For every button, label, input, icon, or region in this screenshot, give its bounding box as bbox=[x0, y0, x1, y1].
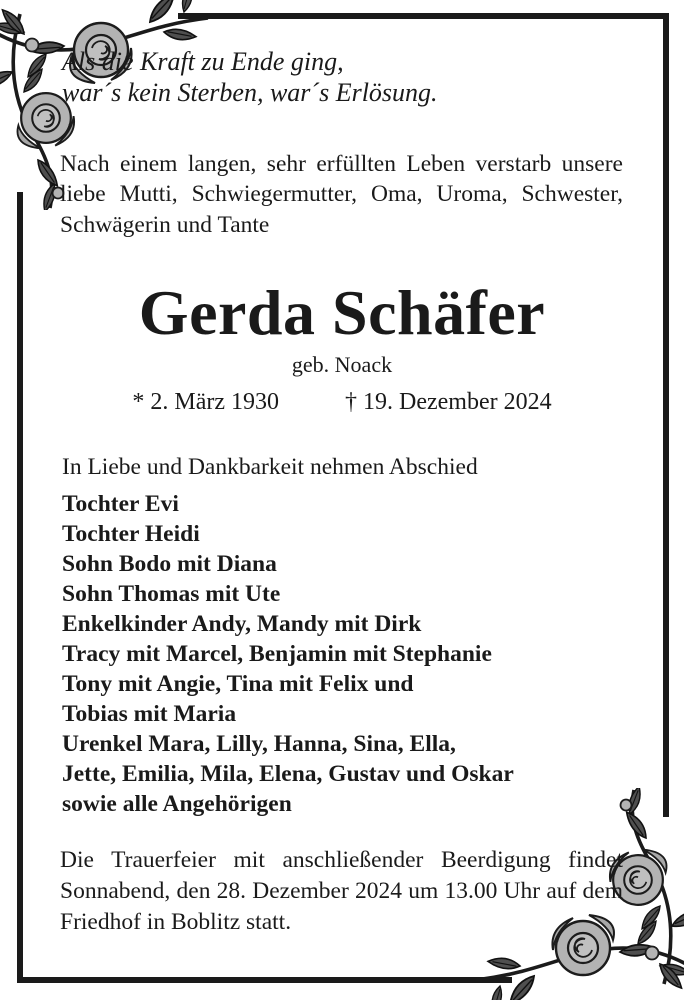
verse-line-2: war´s kein Sterben, war´s Erlösung. bbox=[62, 78, 438, 107]
mourner-line: Tobias mit Maria bbox=[62, 701, 237, 727]
mourner-line: Tracy mit Marcel, Benjamin mit Stephanie bbox=[62, 641, 492, 667]
mourner-line: Jette, Emilia, Mila, Elena, Gustav und Oskar bbox=[62, 761, 514, 787]
mourner-line: Sohn Thomas mit Ute bbox=[62, 581, 281, 607]
deceased-name: Gerda Schäfer bbox=[138, 277, 546, 348]
mourner-line: Tochter Heidi bbox=[62, 521, 200, 547]
opening-verse bbox=[62, 46, 438, 108]
maiden-name: geb. Noack bbox=[291, 352, 393, 377]
frame-border-top bbox=[178, 13, 669, 19]
birth-date: * 2. März 1930 bbox=[132, 389, 280, 415]
mourner-line: Urenkel Mara, Lilly, Hanna, Sina, Ella, bbox=[62, 731, 456, 757]
life-dates bbox=[0, 389, 684, 416]
farewell-line: In Liebe und Dankbarkeit nehmen Abschied bbox=[62, 454, 478, 480]
intro-paragraph: Nach einem langen, sehr erfüllten Leben verstarb unsere liebe Mutti, Schwiegermutter, Oma, Uroma, Schwester, Schwägerin und Tante bbox=[60, 151, 623, 238]
verse-line-1: Als die Kraft zu Ende ging, bbox=[62, 47, 344, 76]
mourner-line: Enkelkinder Andy, Mandy mit Dirk bbox=[62, 611, 422, 637]
funeral-info: Die Trauerfeier mit anschließender Beerdigung findet Sonnabend, den 28. Dezember 2024 um 13.00 Uhr auf dem Friedhof in Boblitz statt. bbox=[60, 847, 623, 935]
mourner-line: Tony mit Angie, Tina mit Felix und bbox=[62, 671, 414, 697]
death-date: † 19. Dezember 2024 bbox=[345, 389, 552, 415]
mourner-line: Sohn Bodo mit Diana bbox=[62, 551, 277, 577]
mourners-list bbox=[62, 489, 514, 819]
mourner-line: sowie alle Angehörigen bbox=[62, 791, 292, 817]
frame-border-bottom bbox=[17, 977, 512, 983]
mourner-line: Tochter Evi bbox=[62, 491, 179, 517]
